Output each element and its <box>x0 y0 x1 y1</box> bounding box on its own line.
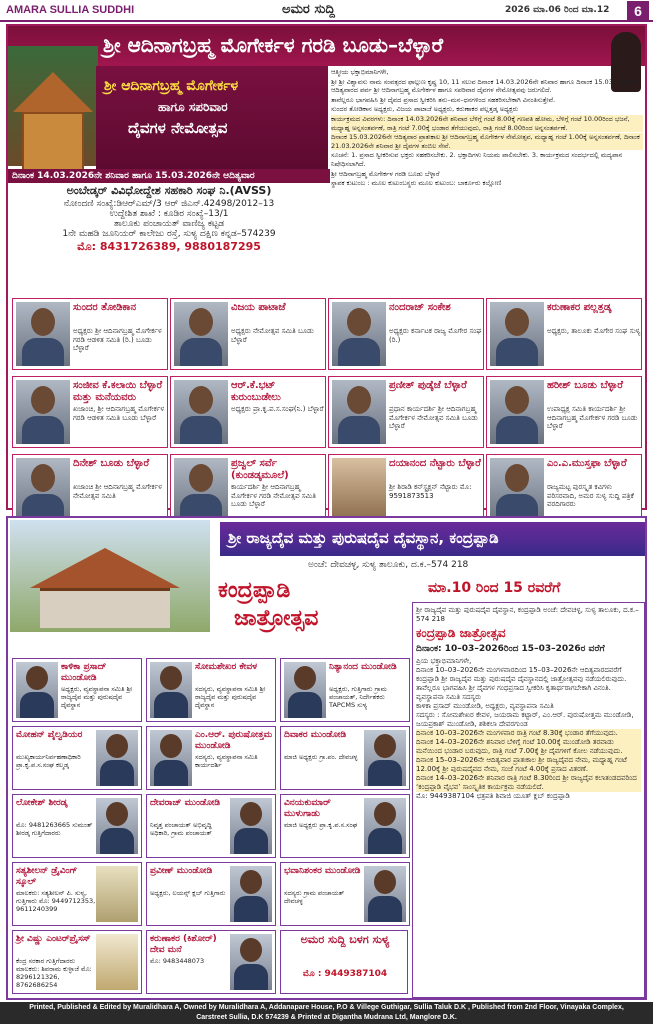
member-role: ಅಧ್ಯಕ್ಷರು, ತಾಲೂಕು ಮೊಗೇರ ಸಂಘ ಸುಳ್ಯ <box>547 327 641 335</box>
issue-date: 2026 ಮಾ.06 ರಿಂದ ಮಾ.12 <box>505 5 610 15</box>
sponsor-card <box>12 726 142 790</box>
festival-title-line2: ಜಾತ್ರೋತ್ಸವ <box>234 606 319 631</box>
notice-paragraph: ಶ್ರೀ ಆದಿನಾಗಬ್ರಹ್ಮ ಮೊಗೇರ್ಕಳ ಗರಡಿ ಬೂಡು ಬೆಳ್ಳಾರೆ <box>331 169 440 178</box>
member-photo <box>174 302 228 366</box>
member-name: ಕರುಣಾಕರ ಪಲ್ಲತ್ತಡ್ಕ <box>547 302 612 313</box>
temple-name: ಶ್ರೀ ರಾಜ್ಯದೈವ ಮತ್ತು ಪುರುಷದೈವ ದೈವಸ್ಥಾನ, ಕಂದ್ರಪ್ಪಾಡಿ <box>228 529 499 547</box>
sponsor-card <box>280 726 410 790</box>
member-photo <box>332 302 386 366</box>
sponsor-photo <box>364 798 406 854</box>
program-paragraph: ದಿನಾಂಕ 14–03–2026ನೇ ಶನಿವಾರ ಬೆಳಿಗ್ಗೆ ಗಂಟೆ 10.00ಕ್ಕೆ ಮುಂಡೋಡಿ ತರವಾಡು ಮನೆಯಿಂದ ಭಂಡಾರ ಬರುವುದು, ರಾತ್ರಿ ಗಂಟೆ 7.00ಕ್ಕೆ ಶ್ರೀ ದೈವಗಳಿಗೆ ಕೋಲ ನಡೆಯುವುದು. <box>416 738 641 756</box>
temple-header <box>220 522 645 556</box>
notice-paragraph: ಸೂಚನೆ: 1. ಪ್ರಸಾದ ಸ್ವೀಕರಿಸುವ ಭಕ್ತರು ಸಹಕರಿಸಬೇಕು. 2. ಭಕ್ತಾದಿಗಳು ನಿಯಮ ಪಾಲಿಸಬೇಕು. 3. ಕಾರ್ಯಕ್ರಮದ ಸಂದರ್ಭದಲ್ಲಿ ಮದ್ಯಪಾನ ನಿಷೇಧಿಸಲಾಗಿದೆ. <box>331 151 623 168</box>
sponsor-role: ಅಧ್ಯಕ್ಷರು, ವ್ಯವಸ್ಥಾಪನಾ ಸಮಿತಿ ಶ್ರೀ ರಾಜ್ಯದೈವ ಮತ್ತು ಪುರುಷದೈವ ದೈವಸ್ಥಾನ <box>61 685 133 709</box>
member-role: ಅಧ್ಯಕ್ಷರು ಶ್ರೀ ಆದಿನಾಗಬ್ರಹ್ಮ ಮೊಗೇರ್ಕಳ ಗರಡಿ ಆಡಳಿತ ಸಮಿತಿ (ರಿ.) ಬೂಡು ಬೆಳ್ಳಾರೆ <box>73 327 162 352</box>
org-address-line: ತಾಲೂಕು ಪಂಚಾಯತ್ ವಾಣಿಜ್ಯ ಕಟ್ಟಡ <box>113 219 225 229</box>
sponsor-card <box>12 862 142 926</box>
org-phone: ಮೊ: 8431726389, 9880187295 <box>77 240 261 253</box>
festival-title-line1: ಕಂದ್ರಪ್ಪಾಡಿ <box>218 578 291 603</box>
building-photo <box>332 458 386 522</box>
box-header: ಶ್ರೀ ರಾಜ್ಯದೈವ ಮತ್ತು ಪುರುಷದೈವ ದೈವಸ್ಥಾನ, ಕಂದ್ರಪ್ಪಾಡಿ ಅಂಚೆ: ದೇವಚಳ್ಳ, ಸುಳ್ಯ ತಾಲೂಕು, ದ.ಕ.–574 218 <box>416 606 639 623</box>
org-name: ಅಂಬೇಡ್ಕರ್ ವಿವಿಧೋದ್ದೇಶ ಸಹಕಾರಿ ಸಂಘ ನಿ.(AVSS) <box>66 184 272 197</box>
sponsor-role: ಅಧ್ಯಕ್ಷರು, ಲಯನ್ಸ್ ಕ್ಲಬ್ ಗುತ್ತಿಗಾರು <box>150 889 226 897</box>
page-header <box>0 0 653 22</box>
member-photo <box>16 302 70 366</box>
member-name: ಪ್ರಣೀತ್ ಪುಡ್ಕೆಜೆ ಬೆಳ್ಳಾರೆ <box>389 380 467 391</box>
program-paragraph: ದಿನಾಂಕ 10–03–2026ನೇ ಮಂಗಳವಾರದಿಂದ 15–03–2026ನೇ ಆದಿತ್ಯವಾರದವರೆಗೆ ಕಂದ್ರಪ್ಪಾಡಿ ಶ್ರೀ ರಾಜ್ಯದೈವ ಮತ್ತು ಪುರುಷದೈವ ದೈವಸ್ಥಾನದಲ್ಲಿ ಜಾತ್ರೋತ್ಸವವು ನಡೆಯಲಿರುವುದು. ತಾವೆಲ್ಲರೂ ಭಾಗವಹಿಸಿ ಶ್ರೀ ದೈವಗಳ ಗಂಧಪ್ರಸಾದ ಸ್ವೀಕರಿಸಿ ಕೃತಾರ್ಥರಾಗಬೇಕಾಗಿ ವಿನಂತಿ. <box>416 666 627 692</box>
imprint-line: Printed, Published & Edited by Muralidhara A, Owned by Muralidhara A, Addanapare House, P.O & Villege Guthigar, Sullia Taluk D.K , Published from 2nd Floor, Vinayaka Complex, <box>29 1004 624 1011</box>
org-registration: ನೋಂದಣಿ ಸಂಖ್ಯೆ:ಡಿಆರ್‌ಎಮ್/3 ಆರ್ ಜಿಎನ್.42498/2012–13 <box>63 199 275 209</box>
sponsor-name: ಕಾಳಿಕಾ ಪ್ರಸಾದ್ ಮುಂಡೋಡಿ <box>61 662 107 683</box>
sponsor-role: ಮಾಜಿ ಅಧ್ಯಕ್ಷರು ಪ್ರಾ.ಕೃ.ಪ.ಸ.ಸಂಘ <box>284 821 358 829</box>
festival-program-box <box>412 602 645 998</box>
program-paragraph: ದಿನಾಂಕ 10–03–2026ನೇ ಮಂಗಳವಾರ ರಾತ್ರಿ ಗಂಟೆ 8.30ಕ್ಕೆ ಭಂಡಾರ ತೆಗೆಯುವುದು. <box>416 729 641 738</box>
box-dates: ದಿನಾಂಕ: 10–03–2026ರಿಂದ 15–03–2026ರ ವರೆಗೆ <box>416 644 605 654</box>
org-address-line: ಉದ್ದೇಶಿತ ಶಾಖೆ : ಕೂಡಿರ ಸಂಖ್ಯೆ–13/1 <box>109 209 229 219</box>
sponsor-photo <box>364 730 406 786</box>
shrine-photo <box>10 520 210 632</box>
sponsor-photo <box>364 866 406 922</box>
temple-address: ಅಂಚೆ: ದೇವಚಳ್ಳ, ಸುಳ್ಯ ತಾಲೂಕು, ದ.ಕ.–574 218 <box>308 560 469 570</box>
member-name: ದಿನೇಶ್ ಬೂಡು ಬೆಳ್ಳಾರೆ <box>73 458 150 469</box>
member-photo <box>490 458 544 522</box>
driving-school-logo <box>96 866 138 922</box>
sponsor-card <box>12 794 142 858</box>
publication-name: AMARA SULLIA SUDDHI <box>6 4 135 16</box>
temple-body-shape <box>22 112 84 176</box>
temple-roof-shape <box>13 72 93 112</box>
member-name: ಸುಂದರ ತೋಡಿಕಾನ <box>73 302 137 313</box>
notice-paragraph: ಕಾರ್ಯಕ್ರಮದ ವಿವರಗಳು: ದಿನಾಂಕ 14.03.2026ನೇ ಶನಿವಾರ ಬೆಳಿಗ್ಗೆ ಗಂಟೆ 8.00ಕ್ಕೆ ಗಣಪತಿ ಹೋಮ, ಬೆಳಿಗ್ಗೆ ಗಂಟೆ 10.00ರಿಂದ ಭಜನೆ, ಮಧ್ಯಾಹ್ನ ಅನ್ನಸಂತರ್ಪಣೆ, ರಾತ್ರಿ ಗಂಟೆ 7.00ಕ್ಕೆ ಭಂಡಾರ ತೆಗೆಯುವುದು, ರಾತ್ರಿ ಗಂಟೆ 8.00ರಿಂದ ಅನ್ನಸಂತರ್ಪಣೆ. <box>331 115 643 132</box>
event-date-bar: ದಿನಾಂಕ 14.03.2026ನೇ ಶನಿವಾರ ಹಾಗೂ 15.03.2026ನೇ ಆದಿತ್ಯವಾರ <box>8 169 330 183</box>
sponsor-photo <box>16 662 58 718</box>
sponsor-card <box>12 658 142 722</box>
sponsor-name: ಲೋಕೇಶ್ ಶೀರಡ್ಕ <box>16 798 68 808</box>
sponsor-photo <box>96 730 138 786</box>
notice-paragraph: ಸ್ಥಾಪಕ ಕುಟುಂಬ : ಮೂಲ ಕುಟುಂಬಸ್ಥರು ಮೂಲ ಕುಟುಂಬ: ಬಾರ್ಕೂರು ಕಲ್ಲೋಣಿ <box>331 179 502 188</box>
sponsor-photo <box>150 662 192 718</box>
member-role: ಕಾರ್ಯದರ್ಶಿ ಶ್ರೀ ಆದಿನಾಗಬ್ರಹ್ಮ ಮೊಗೇರ್ಕಳ ಗರಡಿ ನೇಮೋತ್ಸವ ಸಮಿತಿ ಬೂಡು ಬೆಳ್ಳಾರೆ <box>231 483 316 508</box>
sponsor-role: ಮಾಲಕರು: ಸತ್ಯಶೀಲನ್ ಪಿ. ಸುಳ್ಯ, ಗುತ್ತಿಗಾರು ಮೊ: 9449712353, 9611240399 <box>16 889 96 913</box>
sponsor-role: ಸದಸ್ಯರು, ವ್ಯವಸ್ಥಾಪನಾ ಸಮಿತಿ ಕಾರ್ಯದರ್ಶಿ <box>195 753 258 769</box>
member-name: ಸಂಜೀವ ಕೆ.ಕಲಾಯಿ ಬೆಳ್ಳಾರೆ ಮತ್ತು ಮನೆಯವರು <box>73 380 163 403</box>
sponsor-name: ಶ್ರೀ ವಿಷ್ಣು ಎಂಟರ್‌ಪ್ರೈಸಸ್ <box>16 934 91 944</box>
program-paragraph: ಪ್ರಿಯ ಭಕ್ತಾಭಿಮಾನಿಗಳೇ, <box>416 657 472 665</box>
member-photo <box>174 458 228 522</box>
member-card <box>486 298 642 370</box>
ad-banner-title: ಶ್ರೀ ಆದಿನಾಗಬ್ರಹ್ಮ ಮೊಗೇರ್ಕಳ ಗರಡಿ ಬೂಡು–ಬೆಳ್ಳಾರೆ <box>103 33 443 57</box>
sponsor-role: ಮಾಜಿ ಅಧ್ಯಕ್ಷರು ಗ್ರಾ.ಪಂ. ದೇವಚಳ್ಳ <box>284 753 358 761</box>
sponsor-photo <box>284 662 326 718</box>
sponsor-name: ಸೋಮಶೇಖರ ಕೇವಳ <box>195 662 258 672</box>
sponsor-name: ದೇವರಾಜ್ ಮುಂಡೋಡಿ <box>150 798 221 808</box>
member-name: ವಿಜಯ ಪಾಟಾಜೆ <box>231 302 286 313</box>
program-paragraph: ದಿನಾಂಕ 14–03–2026ನೇ ಶನಿವಾರ ರಾತ್ರಿ ಗಂಟೆ 8.30ರಿಂದ ಶ್ರೀ ರಾಜ್ಯದೈವ ಕಲಾತಂಡದವರಿಂದ ‘ಕಂದ್ರಪ್ಪಾಡಿ ವೈಭವ’ ಸಾಂಸ್ಕೃತಿಕ ಕಾರ್ಯಕ್ರಮ ನಡೆಯಲಿದೆ. <box>416 774 641 792</box>
sponsor-name: ನಿತ್ಯಾನಂದ ಮುಂಡೋಡಿ <box>329 662 397 672</box>
jatrotsava-ad <box>6 516 647 1000</box>
sponsor-card <box>280 658 410 722</box>
sponsor-name: ಭವಾನಿಶಂಕರ ಮುಂಡೋಡಿ <box>284 866 361 876</box>
member-name: ಹರೀಶ್ ಬೂಡು ಬೆಳ್ಳಾರೆ <box>547 380 623 391</box>
notice-paragraph: ತಾವೆಲ್ಲರೂ ಭಾಗವಹಿಸಿ ಶ್ರೀ ದೈವದ ಪ್ರಸಾದ ಸ್ವೀಕರಿಸಿ ತನು–ಮನ–ಧನಗಳಿಂದ ಸಹಕರಿಸಬೇಕಾಗಿ ವಿನಂತಿಸುತ್ತೇವೆ. <box>331 95 556 104</box>
sponsor-photo <box>230 866 272 922</box>
member-photo <box>490 302 544 366</box>
sponsor-name: ವಿನಯಕುಮಾರ್ ಮುಳುಗಾಡು <box>284 798 331 819</box>
member-photo <box>174 380 228 444</box>
sponsor-photo <box>96 798 138 854</box>
member-name: ಎಂ.ಎ.ಮುಸ್ತಫಾ ಬೆಳ್ಳಾರೆ <box>547 458 627 469</box>
notice-paragraph: ಸುಂದರ ತೋಡಿಕಾನ ಅಧ್ಯಕ್ಷರು, ವಿಜಯ ಪಾಟಾಜೆ ಅಧ್ಯಕ್ಷರು, ಕರುಣಾಕರ ಪಲ್ಲತ್ತಡ್ಕ ಅಧ್ಯಕ್ಷರು <box>331 105 519 114</box>
member-card <box>12 376 168 448</box>
notice-paragraph: ಶ್ರೀ ಶ್ರೀ ವಿಶ್ವಾವಸು ನಾಮ ಸಂವತ್ಸರದ ಫಾಲ್ಗುಣ ಕೃಷ್ಣ 10, 11 ಸಲುವ ದಿನಾಂಕ 14.03.2026ನೇ ಶನಿವಾರ ಹಾಗೂ ದಿನಾಂಕ 15.03.2026ನೇ ಆದಿತ್ಯವಾರದ ಪರ್ವ ಶ್ರೀ ಆದಿನಾಗಬ್ರಹ್ಮ ಮೊಗೇರ್ಕಳ ಹಾಗೂ ಸಪರಿವಾರ ದೈವಗಳ ನೇಮೋತ್ಸವವು ಜರುಗಲಿದೆ. <box>331 77 638 95</box>
sponsor-role: ಮುಖ್ಯಕಾರ್ಯನಿರ್ವಹಣಾಧಿಕಾರಿ ಪ್ರಾ.ಕೃ.ಪ.ಸ.ಸಂಘ ಕಲ್ಮಡ್ಕ <box>16 753 81 769</box>
member-card <box>170 376 326 448</box>
member-role: ರಾಜ್ಯಮಟ್ಟ ಪುರಸ್ಕೃತ ಕವಿಗಳು ಪರಿಸರವಾದಿ, ಅಮರ ಸುಳ್ಯ ಸುದ್ದಿ ಪತ್ರಿಕೆ ವರದಿಗಾರರು <box>547 483 634 508</box>
box-title: ಕಂದ್ರಪ್ಪಾಡಿ ಜಾತ್ರೋತ್ಸವ <box>416 626 506 640</box>
sponsor-card <box>146 930 276 994</box>
member-card <box>12 298 168 370</box>
festival-date-range: ಮಾ.10 ರಿಂದ 15 ರವರೆಗೆ <box>428 580 561 596</box>
sponsor-card <box>146 658 276 722</box>
member-role: ಅಧ್ಯಕ್ಷರು ಕರ್ನಾಟಕ ರಾಜ್ಯ ಮೊಗೇರ ಸಂಘ (ರಿ.) <box>389 327 482 344</box>
imprint-line: Carstreet Sullia, D.K 574239 & Printed at Digantha Mudrana Ltd, Manglore D.K. <box>196 1014 457 1021</box>
shrine-roof-shape <box>30 548 180 588</box>
page-number: 6 <box>627 1 649 21</box>
sponsor-name: ದಿವಾಕರ ಮುಂಡೋಡಿ <box>284 730 347 740</box>
sponsor-role: ಸದಸ್ಯರು ಗ್ರಾಮ ಪಂಚಾಯತ್ ದೇವಚಳ್ಳ <box>284 889 345 905</box>
notice-paragraph: ದಿನಾಂಕ 15.03.2026ನೇ ಆದಿತ್ಯವಾರ ಪ್ರಾತಃಕಾಲ ಶ್ರೀ ಆದಿನಾಗಬ್ರಹ್ಮ ಮೊಗೇರ್ಕಳ ನೇಮೋತ್ಸವ, ಮಧ್ಯಾಹ್ನ ಗಂಟೆ 1.00ಕ್ಕೆ ಅನ್ನಸಂತರ್ಪಣೆ, ದಿನಾಂಕ 21.03.2026ನೇ ಶನಿವಾರ ಶ್ರೀ ದೈವಗಳ ತಂಬಿಲ ಸೇವೆ. <box>331 133 643 150</box>
sponsor-card <box>280 794 410 858</box>
program-paragraph: ವ್ಯವಸ್ಥಾಪನಾ ಸಮಿತಿ ಸದಸ್ಯರು <box>416 693 482 701</box>
org-address-line: 1ನೇ ಮಹಡಿ ಜೂನಿಯರ್ ಕಾಲೇಜು ರಸ್ತೆ, ಸುಳ್ಯ ದಕ್ಷಿಣ ಕನ್ನಡ–574239 <box>62 229 276 239</box>
event-title-line2: ಹಾಗೂ ಸಪರಿವಾರ <box>158 100 228 114</box>
temple-photo <box>8 46 98 166</box>
sponsor-role: ಮೊ: 9481263665 ಸುಮಂತ್ ಶೀರಡ್ಕ ಗುತ್ತಿಗೆದಾರರು <box>16 821 93 837</box>
member-role: ಶ್ರೀ ಶಿರಾಡಿ ಕನ್‌ಸ್ಟ್ರಕ್ಷನ್ ನೆಟ್ಟಾರು ಮೊ: 9591873513 <box>389 483 472 500</box>
sponsor-photo <box>230 798 272 854</box>
sponsor-name: ಕರುಣಾಕರ (ಕಿಶೋರ್) ದೇವ ಮನೆ <box>150 934 217 955</box>
sponsor-photo <box>230 934 272 990</box>
sponsor-role: ಮೊ : 9449387104 <box>302 969 388 979</box>
sponsor-photo <box>150 730 192 786</box>
program-paragraph: ಕಾಳಿಕಾ ಪ್ರಸಾದ್ ಮುಂಡೋಡಿ, ಅಧ್ಯಕ್ಷರು, ವ್ಯವಸ್ಥಾಪನಾ ಸಮಿತಿ <box>416 702 554 710</box>
sponsor-name: ಪ್ರವೀಣ್ ಮುಂಡೋಡಿ <box>150 866 213 876</box>
member-name: ಪ್ರಜ್ವಲ್ ಸರ್ವೆ (ಕುಂಡಡ್ಕಮೂಲೆ) <box>231 458 289 481</box>
sponsor-name: ಎಂ.ಆರ್. ಪುರುಷೋತ್ತಮ ಮುಂಡೋಡಿ <box>195 730 273 751</box>
member-photo <box>16 380 70 444</box>
event-title-line3: ದೈವಗಳ ನೇಮೋತ್ಸವ <box>128 119 228 137</box>
garadi-nemotsava-ad <box>6 24 647 510</box>
ad-banner <box>8 26 645 66</box>
sponsor-role: ಸದಸ್ಯರು, ವ್ಯವಸ್ಥಾಪನಾ ಸಮಿತಿ ಶ್ರೀ ರಾಜ್ಯದೈವ ಮತ್ತು ಪುರುಷದೈವ ದೈವಸ್ಥಾನ <box>195 685 266 709</box>
event-title-line1: ಶ್ರೀ ಆದಿನಾಗಬ್ರಹ್ಮ ಮೊಗೇರ್ಕಳ <box>104 78 239 94</box>
enterprise-logo <box>96 934 138 990</box>
sponsor-name: ಮೋಹನ್ ಪೈಲ್ವಡಿಯರ <box>16 730 83 740</box>
member-photo <box>490 380 544 444</box>
member-card <box>486 376 642 448</box>
member-name: ಆರ್.ಕೆ.ಭಟ್ ಕುರುಂಬುಡೇಲು <box>231 380 281 403</box>
member-card <box>328 298 484 370</box>
member-photo <box>16 458 70 522</box>
program-paragraph: ಸದಸ್ಯರು : ಸೋಮಶೇಖರ ಕೇವಳ, ಜಯರಾಮ ಕಟ್ಟಾರ್, ಎಂ.ಆರ್. ಪುರುಷೋತ್ತಮ ಮುಂಡೋಡಿ, ಜಯಪ್ರಕಾಶ್ ಮುಂಡೋಡಿ, ಶಶಿಕಲಾ ದೇವರಗುಂಡ <box>416 711 634 728</box>
sponsor-card <box>146 862 276 926</box>
program-paragraph: ಮೊ: 9449387104 ಛತ್ರಪತಿ ಶಿವಾಜಿ ಯೂತ್ ಕ್ಲಬ್ ಕಂದ್ರಪ್ಪಾಡಿ <box>416 792 570 800</box>
member-role: ಪ್ರಧಾನ ಕಾರ್ಯದರ್ಶಿ ಶ್ರೀ ಆದಿನಾಗಬ್ರಹ್ಮ ಮೊಗೇರ್ಕಳ ನೇಮೋತ್ಸವ ಸಮಿತಿ ಬೂಡು ಬೆಳ್ಳಾರೆ <box>389 405 478 430</box>
member-card <box>170 298 326 370</box>
shrine-base-shape <box>40 588 170 628</box>
member-photo <box>332 380 386 444</box>
member-role: ಉಪಾಧ್ಯಕ್ಷ ಸಮಿತಿ ಕಾರ್ಯದರ್ಶಿ ಶ್ರೀ ಆದಿನಾಗಬ್ರಹ್ಮ ಮೊಗೇರ್ಕಳ ಗರಡಿ ಬೂಡು ಬೆಳ್ಳಾರೆ <box>547 405 638 430</box>
sponsor-card <box>280 930 408 994</box>
program-paragraph: ದಿನಾಂಕ 15–03–2026ನೇ ಆದಿತ್ಯವಾರ ಪ್ರಾತಃಕಾಲ ಶ್ರೀ ರಾಜ್ಯದೈವದ ನೇಮ, ಮಧ್ಯಾಹ್ನ ಗಂಟೆ 12.00ಕ್ಕೆ ಶ್ರೀ ಪುರುಷದೈವದ ನೇಮ, ಸಂಜೆ ಗಂಟೆ 4.00ಕ್ಕೆ ಪ್ರಸಾದ ವಿತರಣೆ. <box>416 756 641 774</box>
event-notice-text <box>331 68 643 300</box>
sponsor-role: ನಿವೃತ್ತ ಪಂಚಾಯತ್ ಅಭಿವೃದ್ಧಿ ಅಧಿಕಾರಿ, ಗ್ರಾಮ ಪಂಚಾಯತ್ <box>150 821 212 837</box>
member-name: ನಂದರಾಜ್ ಸಂಕೇಶ <box>389 302 451 313</box>
sponsor-role: ಕೆಂದ್ರ ಸರಕಾರ ಗುತ್ತಿಗೆದಾರರು ಮಾಲಕರು: ಶಿವರಾಮ ಕುಳ್ಳಾಜೆ ಮೊ: 8296121326, 8762686254 <box>16 957 92 989</box>
member-role: ಅಧ್ಯಕ್ಷರು ನೇಮೋತ್ಸವ ಸಮಿತಿ ಬೂಡು ಬೆಳ್ಳಾರೆ <box>231 327 314 344</box>
sponsor-name: ಸತ್ಯಶೀಲನ್ ಡ್ರೈವಿಂಗ್ ಸ್ಕೂಲ್ <box>16 866 78 887</box>
sponsor-card <box>146 794 276 858</box>
member-role: ಖಜಾಂಚಿ ಶ್ರೀ ಆದಿನಾಗಬ್ರಹ್ಮ ಮೊಗೇರ್ಕಳ ನೇಮೋತ್ಸವ ಸಮಿತಿ <box>73 483 162 500</box>
sponsor-card <box>280 862 410 926</box>
masthead: ಅಮರ ಸುದ್ದಿ <box>282 2 335 17</box>
member-card <box>328 376 484 448</box>
member-role: ಅಧ್ಯಕ್ಷರು ಪ್ರಾ.ಕೃ.ಪ.ಸ.ಸಂಘ(ನಿ.) ಬೆಳ್ಳಾರೆ <box>231 405 324 413</box>
member-role: ಖಜಾಂಚಿ, ಶ್ರೀ ಆದಿನಾಗಬ್ರಹ್ಮ ಮೊಗೇರ್ಕಳ ಗರಡಿ ಆಡಳಿತ ಸಮಿತಿ ಬೂಡು ಬೆಳ್ಳಾರೆ <box>73 405 165 422</box>
sponsor-role: ಮೊ: 9483448073 <box>150 957 205 965</box>
sponsor-name: ಅಮರ ಸುದ್ದಿ ಬಳಗ ಸುಳ್ಯ <box>300 933 390 946</box>
member-name: ದಯಾನಂದ ನೆಟ್ಟಾರು ಬೆಳ್ಳಾರೆ <box>389 458 481 469</box>
sponsor-role: ಅಧ್ಯಕ್ಷರು, ಗುತ್ತಿಗಾರು ಗ್ರಾಮ ಪಂಚಾಯತ್, ನಿರ್ದೇಶಕರು TAPCMS ಸುಳ್ಯ <box>329 685 387 709</box>
sponsor-card <box>12 930 142 994</box>
imprint-footer <box>0 1002 653 1024</box>
sponsor-card <box>146 726 276 790</box>
notice-paragraph: ಆತ್ಮೀಯ ಭಕ್ತಾಭಿಮಾನಿಗಳೇ, <box>331 68 389 76</box>
sponsor-organization <box>8 184 330 254</box>
